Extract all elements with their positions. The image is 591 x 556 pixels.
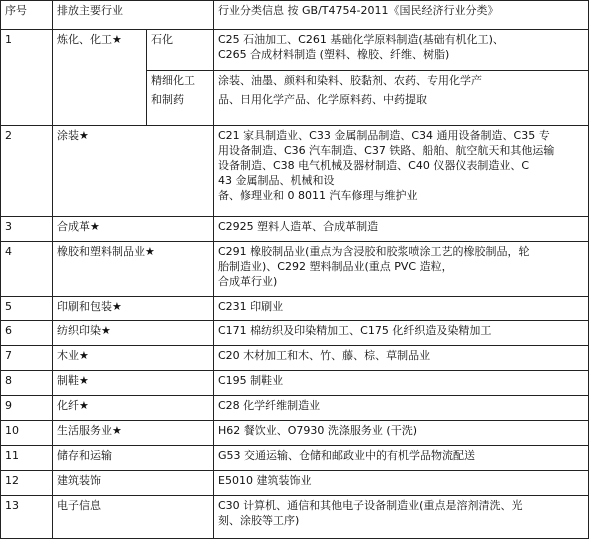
- table-row: [1, 321, 589, 346]
- classification-line: C21 家具制造业、C33 金属制品制造、C34 通用设备制造、C35 专: [218, 129, 550, 142]
- row-industry: 建筑装饰: [53, 471, 214, 496]
- row-seq: 11: [1, 446, 53, 471]
- classification-line: C195 制鞋业: [218, 374, 284, 387]
- table-row: [1, 30, 589, 71]
- sub-industry-name: [147, 71, 214, 126]
- classification-cell: [214, 242, 589, 297]
- row-seq: 12: [1, 471, 53, 496]
- classification-cell: [214, 471, 589, 496]
- classification-cell: [214, 297, 589, 321]
- row-seq: 6: [1, 321, 53, 346]
- classification-cell: [214, 371, 589, 396]
- classification-line: G53 交通运输、仓储和邮政业中的有机学品物流配送: [218, 449, 476, 462]
- row-seq: 5: [1, 297, 53, 321]
- sub-industry-name: [147, 30, 214, 71]
- classification-line: 备、修理业和 0 8011 汽车修理与维护业: [218, 189, 418, 202]
- table-row: [1, 297, 589, 321]
- classification-line: C265 合成材料制造 (塑料、橡胶、纤维、树脂): [218, 48, 450, 61]
- row-seq: 13: [1, 496, 53, 539]
- table-row: [1, 217, 589, 242]
- classification-line: 设备制造、C38 电气机械及器材制造、C40 仪器仪表制造业、C: [218, 159, 530, 172]
- row-seq: 10: [1, 421, 53, 446]
- classification-line: C231 印刷业: [218, 300, 284, 313]
- classification-cell: [214, 421, 589, 446]
- classification-cell: [214, 321, 589, 346]
- table-row: [1, 471, 589, 496]
- classification-line: C291 橡胶制品业(重点为含浸胶和胶浆喷涂工艺的橡胶制品，轮: [218, 245, 530, 258]
- table-row: [1, 496, 589, 539]
- table-row: [1, 126, 589, 217]
- row-industry: 涂装★: [53, 126, 214, 217]
- classification-line: 用设备制造、C36 汽车制造、C37 铁路、船舶、航空航天和其他运输: [218, 144, 555, 157]
- table-row: [1, 446, 589, 471]
- row-seq: 1: [1, 30, 53, 126]
- classification-cell: [214, 217, 589, 242]
- classification-line: C2925 塑料人造革、合成革制造: [218, 220, 379, 233]
- row-seq: 7: [1, 346, 53, 371]
- row-seq: 2: [1, 126, 53, 217]
- classification-cell: [214, 30, 589, 71]
- sub-industry-name-line: 精细化工: [151, 74, 195, 87]
- classification-line: C20 木材加工和木、竹、藤、棕、草制品业: [218, 349, 431, 362]
- classification-line: 刻、涂胶等工序): [218, 514, 300, 527]
- classification-line: 43 金属制品、机械和设: [218, 174, 335, 187]
- classification-line: C171 棉纺织及印染精加工、C175 化纤织造及染精加工: [218, 324, 492, 337]
- classification-line: 合成革行业): [218, 275, 278, 288]
- table-header-row: [1, 1, 589, 30]
- classification-cell: [214, 496, 589, 539]
- classification-cell: [214, 346, 589, 371]
- row-industry: 合成革★: [53, 217, 214, 242]
- row-industry: 木业★: [53, 346, 214, 371]
- row-seq: 4: [1, 242, 53, 297]
- sub-industry-name-line: 和制药: [151, 93, 184, 106]
- row-industry: 橡胶和塑料制品业★: [53, 242, 214, 297]
- classification-line: 胎制造业)、C292 塑料制品业(重点 PVC 造粒，: [218, 260, 453, 273]
- table-row: [1, 396, 589, 421]
- classification-line: H62 餐饮业、O7930 洗涤服务业 (干洗): [218, 424, 417, 437]
- classification-line: 涂装、油墨、颜料和染料、胶黏剂、农药、专用化学产: [218, 74, 482, 87]
- row-industry: 纺织印染★: [53, 321, 214, 346]
- row-industry: 生活服务业★: [53, 421, 214, 446]
- classification-line: C25 石油加工、C261 基础化学原料制造(基础有机化工)、: [218, 33, 504, 46]
- table-row: [1, 371, 589, 396]
- row-industry: 化纤★: [53, 396, 214, 421]
- header-classification: 行业分类信息 按 GB/T4754-2011《国民经济行业分类》: [214, 1, 589, 30]
- header-industry: 排放主要行业: [53, 1, 214, 30]
- classification-cell: [214, 126, 589, 217]
- classification-line: 品、日用化学产品、化学原料药、中药提取: [218, 93, 427, 106]
- row-seq: 9: [1, 396, 53, 421]
- row-industry: 炼化、化工★: [53, 30, 147, 126]
- row-industry: 电子信息: [53, 496, 214, 539]
- table-row: [1, 421, 589, 446]
- header-seq: 序号: [1, 1, 53, 30]
- classification-line: C30 计算机、通信和其他电子设备制造业(重点是溶剂清洗、光: [218, 499, 523, 512]
- table-row: [1, 242, 589, 297]
- classification-cell: [214, 71, 589, 126]
- row-industry: 制鞋★: [53, 371, 214, 396]
- table-row: [1, 346, 589, 371]
- row-seq: 8: [1, 371, 53, 396]
- sub-industry-name-line: 石化: [151, 33, 173, 46]
- row-industry: 储存和运输: [53, 446, 214, 471]
- row-seq: 3: [1, 217, 53, 242]
- classification-cell: [214, 446, 589, 471]
- classification-cell: [214, 396, 589, 421]
- classification-line: C28 化学纤维制造业: [218, 399, 321, 412]
- row-industry: 印刷和包装★: [53, 297, 214, 321]
- classification-line: E5010 建筑装饰业: [218, 474, 312, 487]
